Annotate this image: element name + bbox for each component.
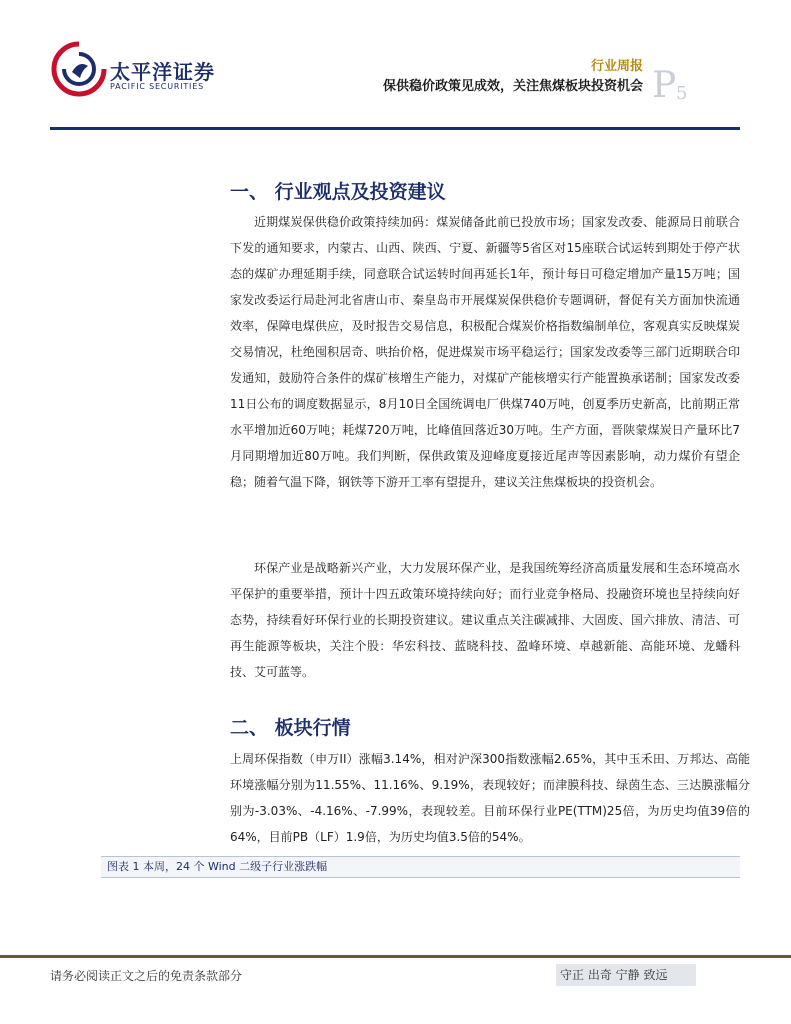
footer-motto: 守正 出奇 宁静 致远 <box>556 964 696 986</box>
company-logo <box>50 40 215 100</box>
pacific-securities-logo-icon <box>50 40 108 98</box>
report-title: 保供稳价政策见成效，关注焦煤板块投资机会 <box>382 79 643 94</box>
footer-disclaimer: 请务必阅读正文之后的免责条款部分 <box>50 969 243 983</box>
paragraph-coal-policy: 近期煤炭保供稳价政策持续加码：煤炭储备此前已投放市场；国家发改委、能源局日前联合下发的通知要求，内蒙古、山西、陕西、宁夏、新疆等5省区对15座联合试运转到期处于停产状态的煤矿办理延期手续，同意联合试运转时间再延长1年，预计每日可稳定增加产量15万吨；国家发改委运行局赴河北省唐山市、秦皇岛市开展煤炭保供稳价专题调研，督促有关方面加快流通效率，保障电煤供应，及时报告交易信息，积极配合煤炭价格指数编制单位，客观真实反映煤炭交易情况，杜绝囤积居奇、哄抬价格，促进煤炭市场平稳运行；国家发改委等三部门近期联合印发通知，鼓励符合条件的煤矿核增生产能力，对煤矿产能核增实行产能置换承诺制；国家发改委11日公布的调度数据显示，8月10日全国统调电厂供煤740万吨，创夏季历史新高，比前期正常水平增加近60万吨；耗煤720万吨，比峰值回落近30万吨。生产方面，晋陕蒙煤炭日产量环比7月同期增加近80万吨。我们判断，保供政策及迎峰度夏接近尾声等因素影响，动力煤价有望企稳；随着气温下降，钢铁等下游开工率有望提升，建议关注焦煤板块的投资机会。 <box>230 215 740 489</box>
header-divider <box>50 127 740 130</box>
logo-english-name: PACIFIC SECURITIES <box>110 82 204 91</box>
paragraph-sector-performance: 上周环保指数（申万II）涨幅3.14%，相对沪深300指数涨幅2.65%，其中玉禾田、万邦达、高能环境涨幅分别为11.55%、11.16%、9.19%，表现较好；而津膜科技、绿茵生态、三达膜涨幅分别为-3.03%、-4.16%、-7.99%，表现较差。目前环保行业PE(TTM)25倍，为历史均值39倍的64%，目前PB（LF）1.9倍，为历史均值3.5倍的54%。 <box>230 752 750 844</box>
section-heading-industry-view: 一、 行业观点及投资建议 <box>230 181 446 203</box>
logo-chinese-name: 太平洋证券 <box>110 60 215 84</box>
section-heading-sector-performance: 二、 板块行情 <box>230 717 351 739</box>
page-number: 5 <box>676 83 688 104</box>
figure-caption: 图表 1 本周，24 个 Wind 二级子行业涨跌幅 <box>101 856 740 878</box>
page-header <box>0 0 791 130</box>
footer-divider <box>0 955 791 958</box>
page-letter: P <box>652 65 677 106</box>
paragraph-environmental-industry: 环保产业是战略新兴产业，大力发展环保产业，是我国统筹经济高质量发展和生态环境高水平保护的重要举措，预计十四五政策环境持续向好；而行业竞争格局、投融资环境也呈持续向好态势，持续看好环保行业的长期投资建议。建议重点关注碳减排、大固废、国六排放、清洁、可再生能源等板块，关注个股：华宏科技、蓝晓科技、盈峰环境、卓越新能、高能环境、龙蟠科技、艾可蓝等。 <box>230 561 740 679</box>
report-type: 行业周报 <box>590 59 643 74</box>
